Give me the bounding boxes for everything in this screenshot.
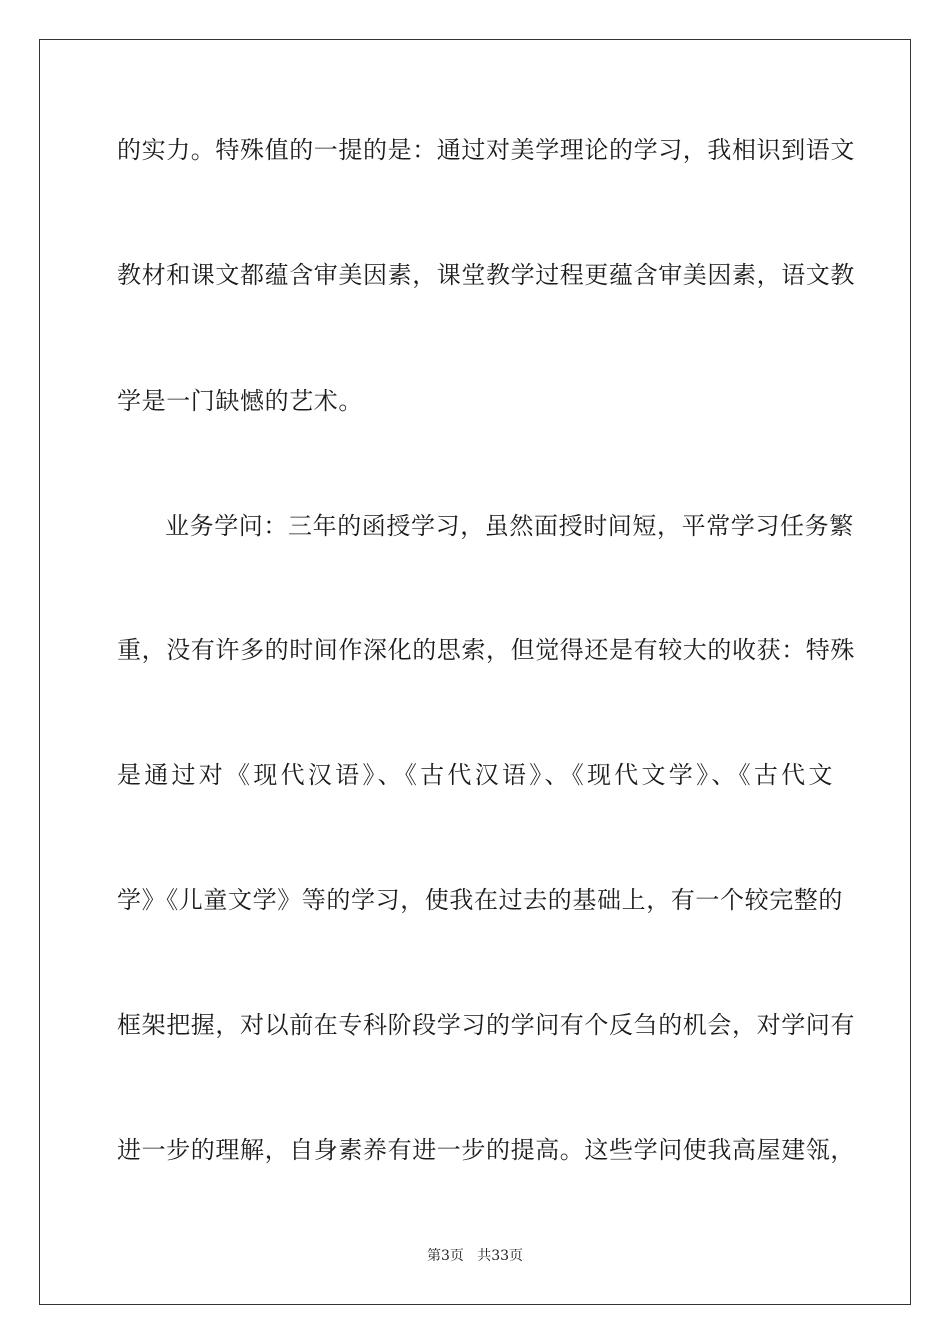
text-line-2: 教材和课文都蕴含审美因素，课堂教学过程更蕴含审美因素，语文教 xyxy=(117,261,855,289)
text-line-9: 进一步的理解，自身素养有进一步的提高。这些学问使我高屋建瓴， xyxy=(117,1136,855,1164)
text-line-4: 业务学问：三年的函授学习，虽然面授时间短，平常学习任务繁 xyxy=(165,512,854,540)
text-line-7: 学》《儿童文学》等的学习，使我在过去的基础上，有一个较完整的 xyxy=(117,886,843,914)
text-line-3: 学是一门缺憾的艺术。 xyxy=(117,387,363,415)
text-line-1: 的实力。特殊值的一提的是：通过对美学理论的学习，我相识到语文 xyxy=(117,136,855,164)
text-line-5: 重，没有许多的时间作深化的思索，但觉得还是有较大的收获：特殊 xyxy=(117,636,855,664)
text-line-8: 框架把握，对以前在专科阶段学习的学问有个反刍的机会，对学问有 xyxy=(117,1011,855,1039)
page-border xyxy=(39,39,911,1305)
page-number-footer: 第3页 共33页 xyxy=(426,1248,524,1264)
text-line-6: 是通过对《现代汉语》、《古代汉语》、《现代文学》、《古代文 xyxy=(117,761,833,789)
